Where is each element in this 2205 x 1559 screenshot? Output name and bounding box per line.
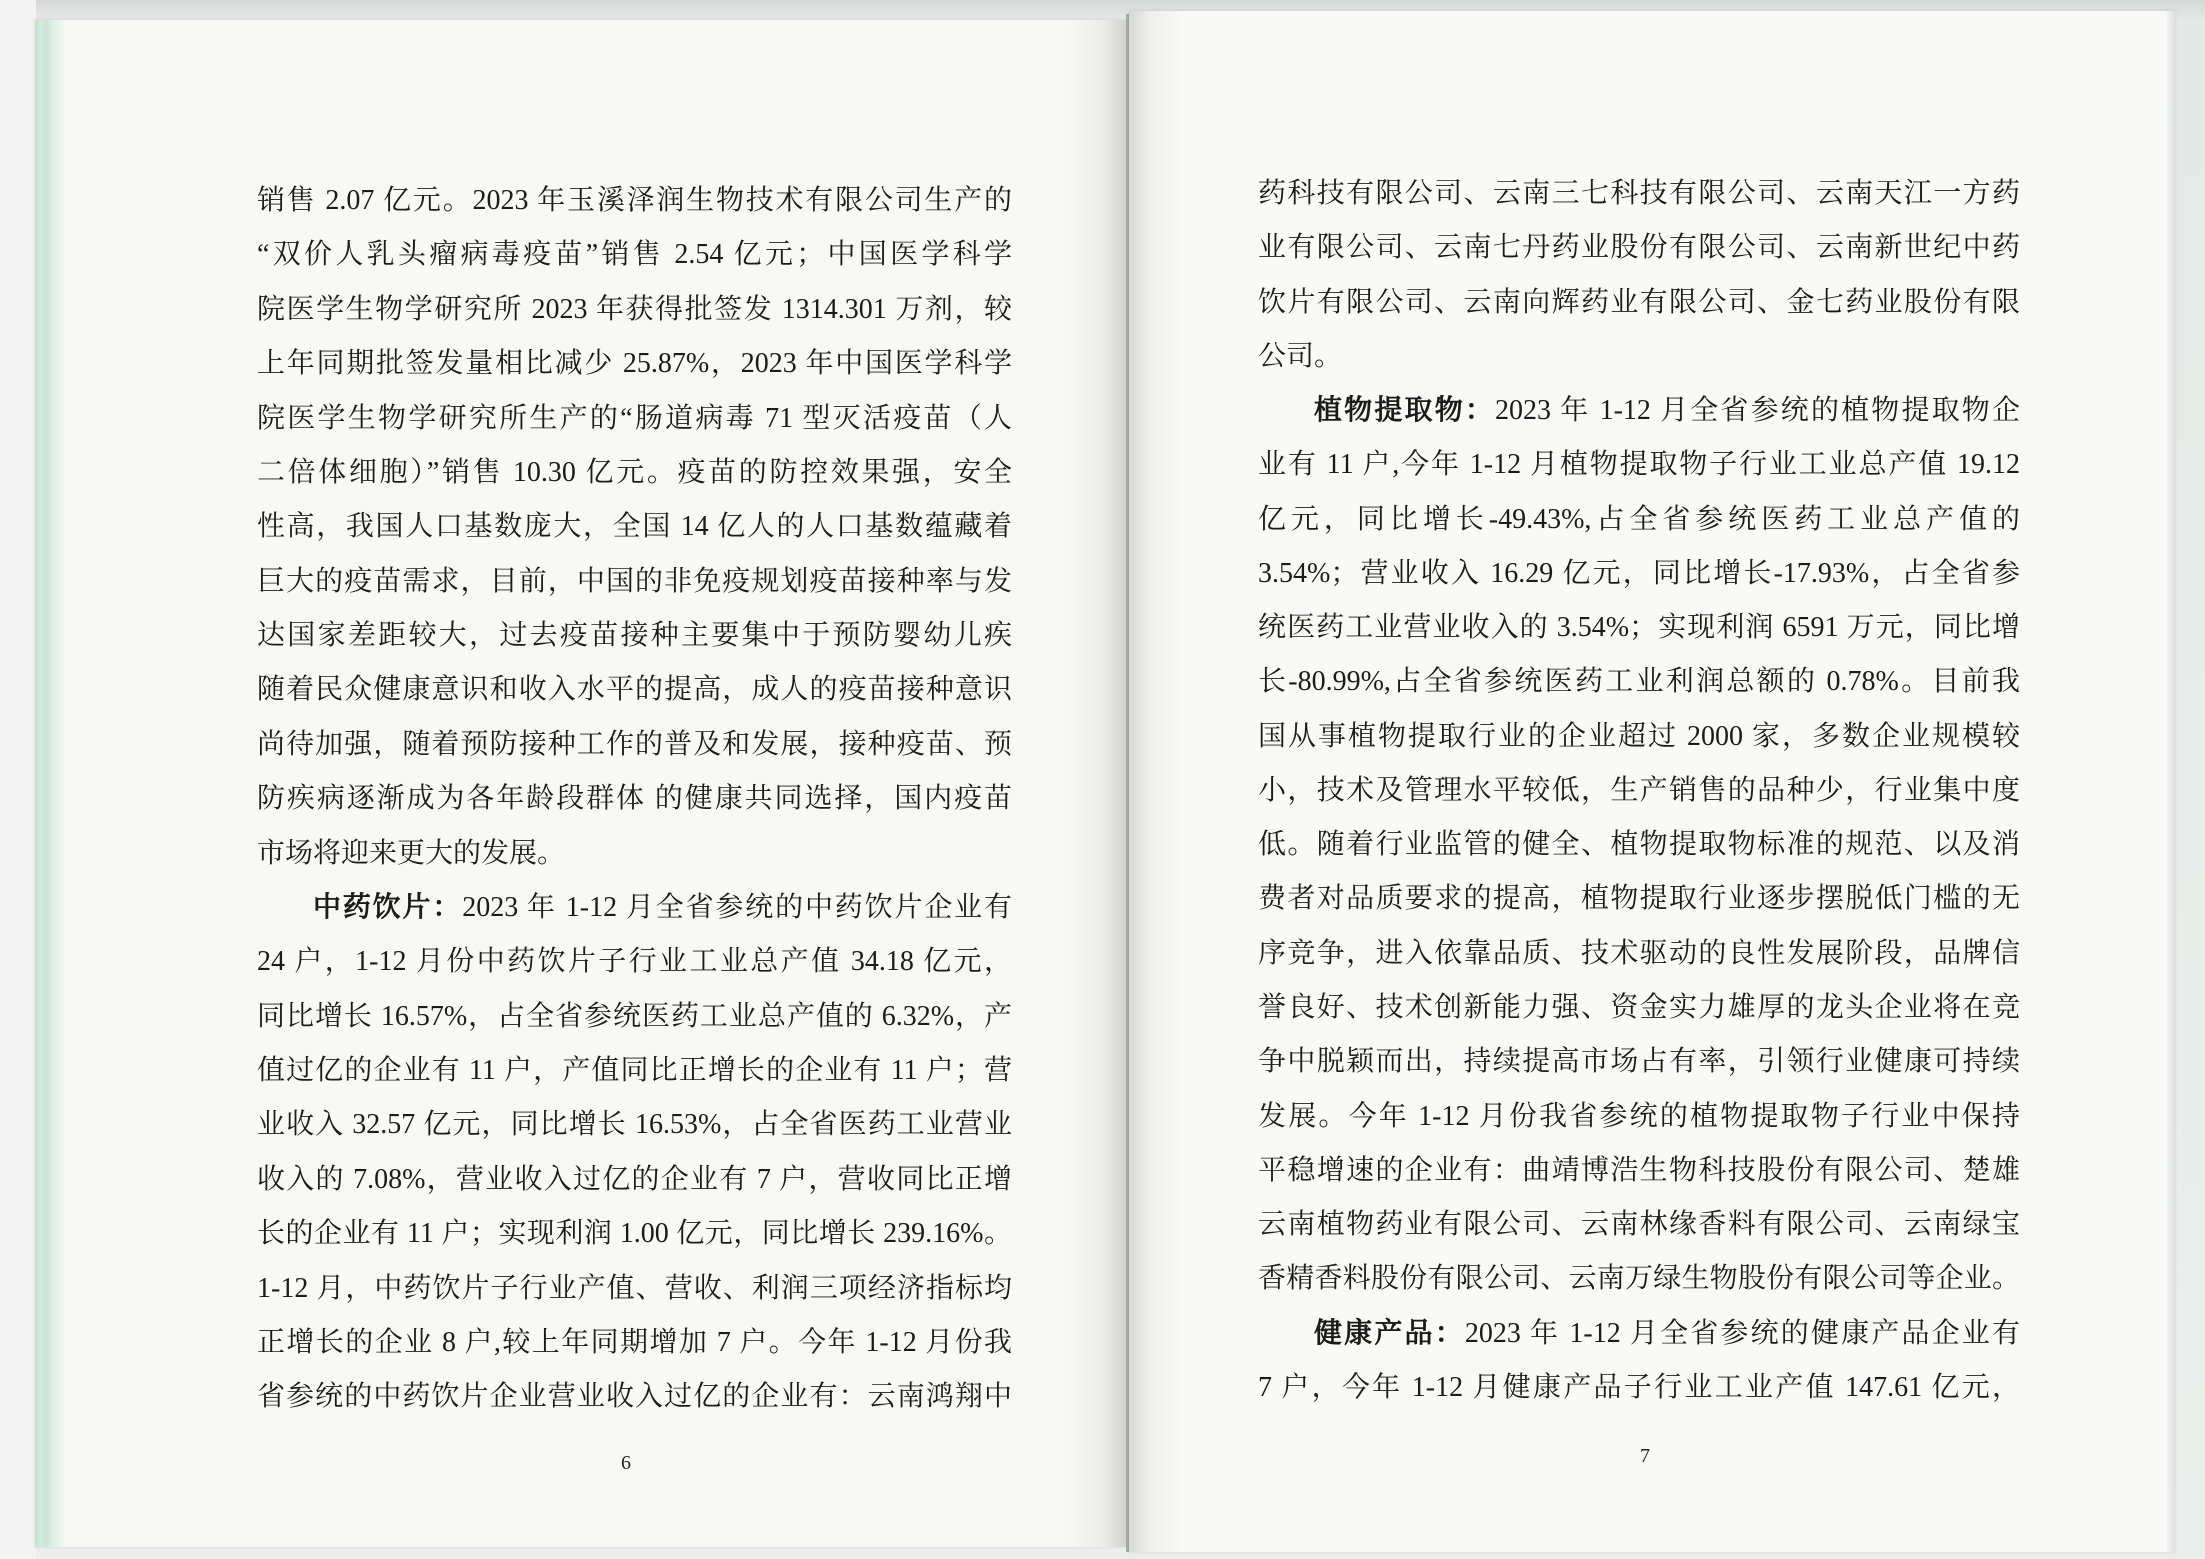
- text-line: 上年同期批签发量相比减少 25.87%，2023 年中国医学科学: [257, 348, 1012, 380]
- text-line: [1258, 384, 2020, 438]
- text-line: 发展。今年 1-12 月份我省参统的植物提取物子行业中保持: [1258, 1100, 2020, 1132]
- text-line: 院医学生物学研究所生产的“肠道病毒 71 型灭活疫苗（人: [257, 402, 1012, 434]
- text-line: 长的企业有 11 户；实现利润 1.00 亿元，同比增长 239.16%。: [257, 1218, 1012, 1250]
- text-line: 防疾病逐渐成为各年龄段群体 的健康共同选择，国内疫苗: [257, 783, 1012, 815]
- text-line: 尚待加强，随着预防接种工作的普及和发展，接种疫苗、预: [257, 728, 1012, 760]
- text-line: 国从事植物提取行业的企业超过 2000 家，多数企业规模较: [1258, 720, 2020, 752]
- text-line: 值过亿的企业有 11 户，产值同比正增长的企业有 11 户；营: [257, 1055, 1012, 1086]
- text-line: 低。随着行业监管的健全、植物提取物标准的规范、以及消: [1258, 829, 2020, 861]
- text-line: 二倍体细胞）”销售 10.30 亿元。疫苗的防控效果强，安全: [257, 456, 1012, 488]
- paragraph: [257, 174, 1012, 881]
- text-line: 随着民众健康意识和收入水平的提高，成人的疫苗接种意识: [257, 674, 1012, 706]
- right-page-text: [1258, 167, 2020, 1415]
- text-line: [257, 881, 1012, 935]
- text-line: 饮片有限公司、云南向辉药业有限公司、金七药业股份有限: [1258, 286, 2020, 318]
- text-line: “双价人乳头瘤病毒疫苗”销售 2.54 亿元；中国医学科学: [257, 239, 1012, 271]
- text-line-content: 2023 年 1-12 月全省参统的健康产品企业有: [1464, 1317, 2020, 1349]
- left-page-text: [257, 174, 1012, 1425]
- text-line: 药科技有限公司、云南三七科技有限公司、云南天江一方药: [1258, 178, 2020, 209]
- text-line: 性高，我国人口基数庞大，全国 14 亿人的人口基数蕴藏着: [257, 511, 1012, 543]
- section-heading: 植物提取物：: [1314, 395, 1496, 427]
- page-edge-stack: [35, 20, 65, 1547]
- text-line: 统医药工业营业收入的 3.54%；实现利润 6591 万元，同比增: [1258, 612, 2020, 644]
- text-line-content: 2023 年 1-12 月全省参统的中药饮片企业有: [462, 891, 1012, 923]
- scanner-background: [0, 0, 36, 1559]
- page-edge: [2167, 11, 2175, 1552]
- section-heading: 中药饮片：: [313, 891, 463, 923]
- text-line: 公司。: [1258, 340, 1343, 372]
- gutter-shadow: [1067, 20, 1127, 1547]
- text-line: 院医学生物学研究所 2023 年获得批签发 1314.301 万剂，较: [257, 293, 1012, 325]
- text-line: 市场将迎来更大的发展。: [257, 837, 566, 869]
- page-number: 6: [621, 1452, 631, 1474]
- text-line: 正增长的企业 8 户,较上年同期增加 7 户。今年 1-12 月份我: [257, 1326, 1012, 1358]
- text-line-content: 2023 年 1-12 月全省参统的植物提取物企: [1495, 395, 2020, 427]
- text-line: 亿元，同比增长-49.43%,占全省参统医药工业总产值的: [1258, 503, 2020, 535]
- text-line: [1258, 1307, 2020, 1361]
- text-line: 香精香料股份有限公司、云南万绿生物股份有限公司等企业。: [1258, 1263, 2020, 1295]
- text-line: 达国家差距较大，过去疫苗接种主要集中于预防婴幼儿疾: [257, 620, 1012, 651]
- paragraph: [257, 881, 1012, 1425]
- text-line: 长-80.99%,占全省参统医药工业利润总额的 0.78%。目前我: [1258, 666, 2020, 698]
- gutter-shadow: [1129, 11, 1184, 1552]
- paragraph: [1258, 384, 2020, 1307]
- text-line: 省参统的中药饮片企业营业收入过亿的企业有：云南鸿翔中: [257, 1381, 1012, 1413]
- text-line: 24 户，1-12 月份中药饮片子行业工业总产值 34.18 亿元，: [257, 946, 1012, 978]
- text-line: 收入的 7.08%，营业收入过亿的企业有 7 户，营收同比正增: [257, 1163, 1012, 1195]
- text-line: 序竞争，进入依靠品质、技术驱动的良性发展阶段，品牌信: [1258, 937, 2020, 969]
- section-heading: 健康产品：: [1314, 1317, 1465, 1349]
- text-line: 争中脱颖而出，持续提高市场占有率，引领行业健康可持续: [1258, 1046, 2020, 1078]
- text-line: 销售 2.07 亿元。2023 年玉溪泽润生物技术有限公司生产的: [257, 185, 1012, 216]
- text-line: 业收入 32.57 亿元，同比增长 16.53%，占全省医药工业营业: [257, 1109, 1012, 1141]
- text-line: 小，技术及管理水平较低，生产销售的品种少，行业集中度: [1258, 774, 2020, 806]
- text-line: 誉良好、技术创新能力强、资金实力雄厚的龙头企业将在竞: [1258, 991, 2020, 1023]
- text-line: 云南植物药业有限公司、云南林缘香料有限公司、云南绿宝: [1258, 1209, 2020, 1241]
- text-line: 业有限公司、云南七丹药业股份有限公司、云南新世纪中药: [1258, 232, 2020, 264]
- text-line: 巨大的疫苗需求，目前，中国的非免疫规划疫苗接种率与发: [257, 565, 1012, 597]
- text-line: 业有 11 户,今年 1-12 月植物提取物子行业工业总产值 19.12: [1258, 449, 2020, 481]
- page-number: 7: [1640, 1445, 1650, 1467]
- text-line: 费者对品质要求的提高，植物提取行业逐步摆脱低门槛的无: [1258, 883, 2020, 915]
- text-line: 1-12 月，中药饮片子行业产值、营收、利润三项经济指标均: [257, 1272, 1012, 1304]
- text-line: 平稳增速的企业有：曲靖博浩生物科技股份有限公司、楚雄: [1258, 1154, 2020, 1186]
- text-line: 7 户，今年 1-12 月健康产品子行业工业产值 147.61 亿元，: [1258, 1371, 2020, 1403]
- paragraph: [1258, 1307, 2020, 1416]
- text-line: 同比增长 16.57%，占全省参统医药工业总产值的 6.32%，产: [257, 1000, 1012, 1032]
- text-line: 3.54%；营业收入 16.29 亿元，同比增长-17.93%，占全省参: [1258, 557, 2020, 589]
- paragraph: [1258, 167, 2020, 384]
